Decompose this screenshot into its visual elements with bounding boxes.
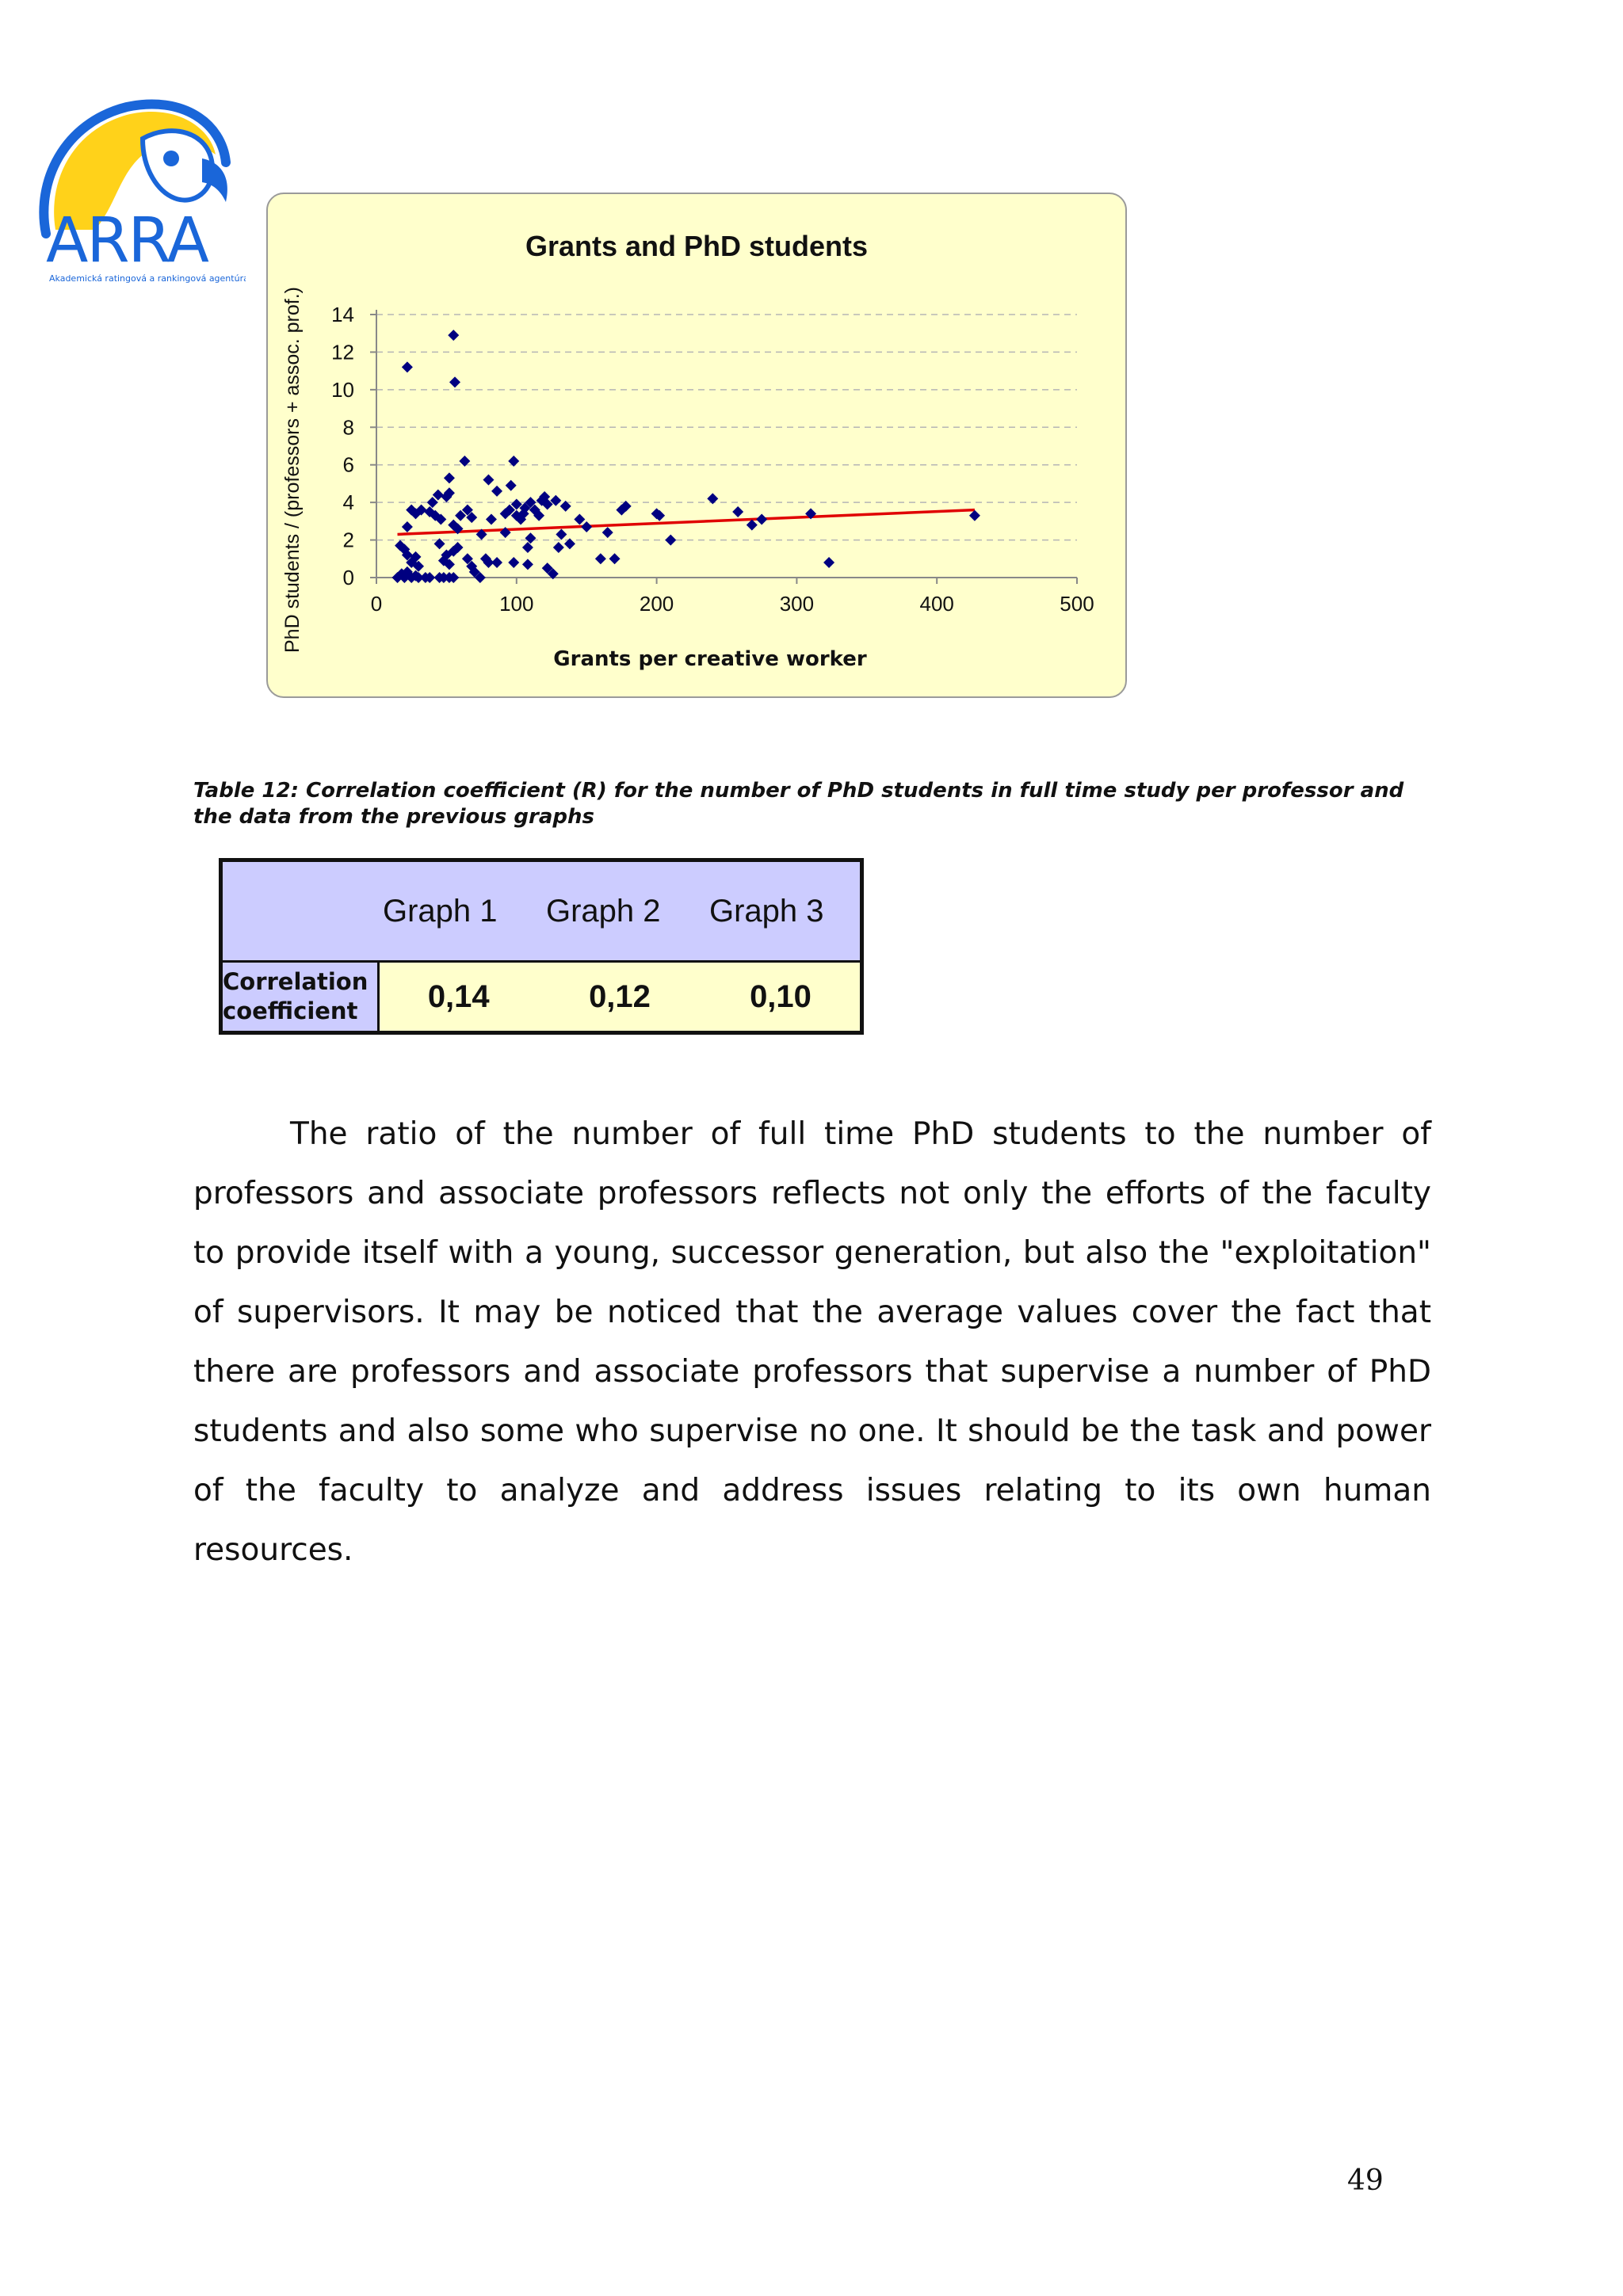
header-graph-1: Graph 1 xyxy=(378,860,538,962)
data-point xyxy=(506,480,517,491)
data-point xyxy=(491,557,502,568)
arra-logo xyxy=(32,95,246,301)
arra-logo-graphic xyxy=(32,95,246,301)
data-point xyxy=(823,557,834,568)
chart-tick-labels xyxy=(331,303,1094,616)
data-point xyxy=(522,559,533,570)
data-point xyxy=(756,513,767,524)
x-tick-label: 300 xyxy=(779,592,815,616)
y-tick-label: 2 xyxy=(342,528,354,552)
data-point xyxy=(602,527,613,538)
x-tick-label: 100 xyxy=(499,592,534,616)
header-graph-2: Graph 2 xyxy=(538,860,701,962)
chart-axes xyxy=(370,310,1077,584)
data-point xyxy=(665,535,676,546)
x-tick-label: 500 xyxy=(1060,592,1094,616)
y-tick-label: 8 xyxy=(342,415,354,440)
y-axis-label: PhD students / (professors + assoc. prof.) xyxy=(281,287,304,653)
x-axis-label: Grants per creative worker xyxy=(553,647,867,671)
table-caption: Table 12: Correlation coefficient (R) for the number of PhD students in full time study per professor and the data from the previous graphs xyxy=(193,779,1404,829)
body-text xyxy=(193,1104,1431,1580)
data-point xyxy=(556,528,567,540)
data-point xyxy=(525,532,536,543)
page-number: 49 xyxy=(1347,2164,1384,2197)
data-point xyxy=(522,542,533,553)
data-point xyxy=(609,553,621,564)
row-label xyxy=(221,962,379,1033)
data-point xyxy=(486,513,497,524)
chart-points xyxy=(392,330,980,583)
logo-subtitle: Akademická ratingová a rankingová agentúra xyxy=(49,273,246,284)
correlation-table xyxy=(219,858,864,1035)
x-tick-label: 0 xyxy=(370,592,383,616)
chart-grid xyxy=(376,315,1077,540)
scatter-chart xyxy=(266,193,1127,698)
value-graph-1: 0,14 xyxy=(378,962,538,1033)
data-point xyxy=(449,376,460,387)
y-tick-label: 12 xyxy=(331,340,354,364)
chart-trendline-group xyxy=(398,510,975,535)
data-point xyxy=(595,553,606,564)
data-point xyxy=(747,520,758,531)
data-point xyxy=(402,361,413,372)
data-point xyxy=(553,542,564,553)
data-point xyxy=(508,557,519,568)
data-point xyxy=(491,486,502,497)
data-point xyxy=(732,506,743,517)
data-point xyxy=(402,521,413,532)
table-corner-cell xyxy=(221,860,379,962)
data-point xyxy=(574,513,585,524)
x-tick-label: 200 xyxy=(639,592,674,616)
y-tick-label: 14 xyxy=(331,303,354,326)
value-graph-3: 0,10 xyxy=(701,962,862,1033)
y-tick-label: 6 xyxy=(342,452,354,477)
x-tick-label: 400 xyxy=(919,592,954,616)
logo-text: ARRA xyxy=(46,205,208,277)
data-point xyxy=(444,472,455,483)
header-graph-3: Graph 3 xyxy=(701,860,862,962)
data-point xyxy=(448,330,459,341)
body-paragraph: The ratio of the number of full time PhD students to the number of professors and associate professors reflects not only the efforts of the faculty to provide itself with a young, successor generation, but also the "exploitation" of supervisors. It may be noticed that the average values cover the fact that there are professors and associate professors that supervise a number of PhD students and also some who supervise no one. It should be the task and power of the faculty to analyze and address issues relating to its own human resources. xyxy=(193,1116,1431,1568)
y-tick-label: 4 xyxy=(342,490,354,515)
value-graph-2: 0,12 xyxy=(538,962,701,1033)
row-label-line-2: coefficient xyxy=(223,997,358,1024)
row-label-line-1: Correlation xyxy=(223,968,369,995)
data-point xyxy=(969,510,980,521)
data-point xyxy=(707,493,718,504)
chart-title: Grants and PhD students xyxy=(525,230,869,262)
data-point xyxy=(581,521,592,532)
table-row xyxy=(221,962,862,1033)
y-tick-label: 0 xyxy=(342,566,354,589)
trendline xyxy=(398,510,975,535)
y-tick-label: 10 xyxy=(331,377,354,402)
table-header-row xyxy=(221,860,862,962)
data-point xyxy=(483,475,494,486)
